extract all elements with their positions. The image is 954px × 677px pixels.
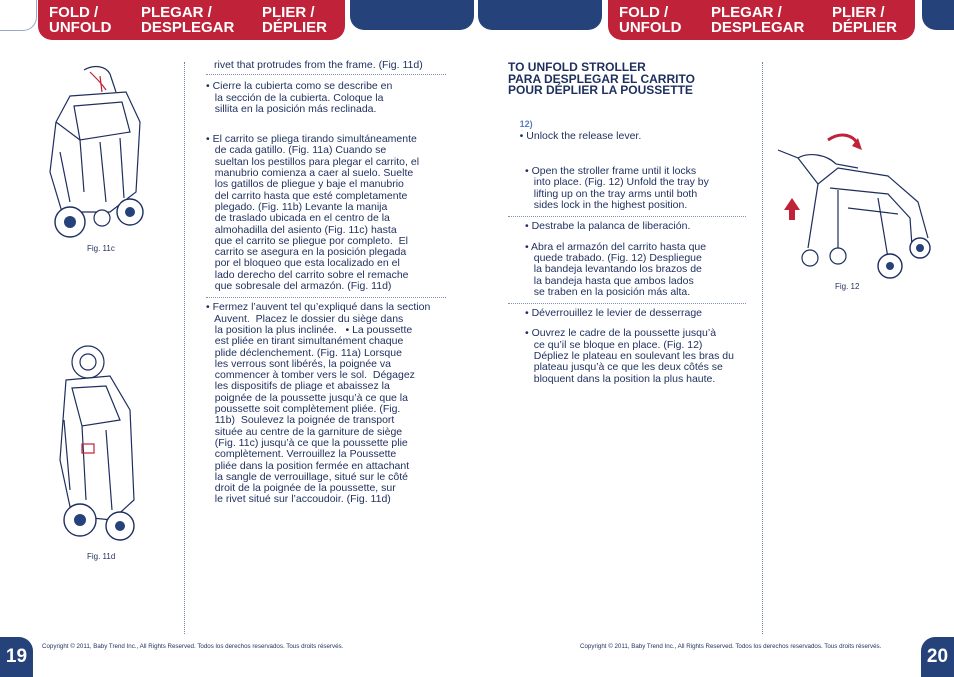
figure-caption: Fig. 12 — [835, 282, 860, 291]
tab-title-plegar: PLEGAR / DESPLEGAR — [141, 4, 235, 36]
paragraph-fr-ouvrez: • Ouvrez le cadre de la poussette jusqu’à ce qu’il se bloque en place. (Fig. 12) Dépliez le plateau en soulevant les bras du plateau jusqu’à ce que les deux côtés se bloquent dans la position la plus haute. — [525, 327, 734, 385]
divider — [206, 297, 446, 298]
rotate-arrow-icon — [828, 135, 858, 144]
paragraph-es-pliegue: • El carrito se pliega tirando simultáneamente de cada gatillo. (Fig. 11a) Cuando se sueltan los pestillos para plegar el carrito, el manubrio comienza a caer al suelo. Suelte los gatillos de pliegue y baje el manubrio del carrito hasta que esté completamente plegado. (Fig. 11b) Levante la manija de traslado ubicada en el centro de la almohadilla del asiento (Fig. 11c) hasta que el carrito se pliegue por completo. El carrito se asegura en la posición plegada por el bloqueo que esta localizado en el lado derecho del carrito sobre el remache que sobresale del armazón. (Fig. 11d) — [206, 133, 420, 293]
paragraph-es-abra: • Abra el armazón del carrito hasta que quede trabado. (Fig. 12) Despliegue la bandeja levantando los brazos de la bandeja hasta que ambos lados se traben en la posición más alta. — [525, 240, 707, 298]
header-bar-corner — [922, 0, 954, 30]
paragraph-fr-deverrouillez: • Déverrouillez le levier de desserrage — [525, 307, 703, 320]
unfolding-stroller-illustration-12 — [778, 128, 938, 280]
header-bar-left — [350, 0, 474, 30]
header-curve-left — [0, 0, 37, 31]
column-divider — [762, 62, 763, 634]
folded-stroller-illustration-11d — [52, 340, 148, 545]
tab-title-fold: FOLD / UNFOLD — [619, 4, 682, 36]
up-arrow-icon — [784, 198, 800, 220]
step-number: 12) — [519, 119, 533, 130]
folded-stroller-illustration-11c — [40, 62, 160, 240]
tab-title-fold: FOLD / UNFOLD — [49, 4, 112, 36]
tab-title-plier: PLIER / DÉPLIER — [832, 4, 898, 36]
header-bar-right — [478, 0, 602, 30]
divider — [508, 216, 746, 217]
paragraph-es-cubierta: • Cierre la cubierta como se describe en la sección de la cubierta. Coloque la sillita en la posición más reclinada. — [206, 80, 393, 115]
copyright-right: Copyright © 2011, Baby Trend Inc., All Rights Reserved. Todos los derechos reservados. Tous droits réservés. — [580, 643, 882, 650]
header-tab-left — [38, 0, 345, 40]
copyright-left: Copyright © 2011, Baby Trend Inc., All Rights Reserved. Todos los derechos reservados. Tous droits réservés. — [42, 643, 344, 650]
page-number-left: 19 — [0, 637, 33, 677]
paragraph: • Unlock the release lever. — [519, 129, 642, 142]
left-text-column — [206, 60, 452, 506]
figure-caption: Fig. 11c — [87, 244, 115, 253]
tab-title-plier: PLIER / DÉPLIER — [262, 4, 328, 36]
paragraph-en-open: • Open the stroller frame until it locks into place. (Fig. 12) Unfold the tray by lifting up on the tray arms until both sides lock in the highest position. — [525, 165, 709, 212]
right-text-column — [508, 108, 758, 385]
paragraph: rivet that protrudes from the frame. (Fig. 11d) — [214, 59, 423, 71]
paragraph-fr-pliage: • Fermez l’auvent tel qu’expliqué dans la section Auvent. Placez le dossier du siège dans la position la plus inclinée. • La poussette est pliée en tirant simultanément chaque plide déclenchement. (Fig. 11a) Lorsque les verrous sont libérés, la poignée va commencer à tomber vers le sol. Dégagez les dispositifs de pliage et abaissez la poignée de la poussette jusqu’à ce que la poussette soit complètement pliée. (Fig. 11b) Soulevez la poignée de transport située au centre de la garniture de siège (Fig. 11c) jusqu’à ce que la poussette plie complètement. Verrouillez la Poussette pliée dans la position fermée en attachant la sangle de verrouillage, situé sur le côté droit de la poignée de la poussette, sur le rivet situé sur l’accoudoir. (Fig. 11d) — [206, 301, 431, 506]
page-number-right: 20 — [921, 637, 954, 677]
column-divider — [184, 62, 185, 634]
divider — [206, 74, 446, 75]
paragraph-es-destrabe: • Destrabe la palanca de liberación. — [525, 220, 691, 233]
divider — [508, 303, 746, 304]
figure-caption: Fig. 11d — [87, 552, 116, 561]
header-tab-right — [608, 0, 915, 40]
tab-title-plegar: PLEGAR / DESPLEGAR — [711, 4, 805, 36]
unfold-heading: TO UNFOLD STROLLER PARA DESPLEGAR EL CARRITO POUR DÉPLIER LA POUSSETTE — [508, 60, 695, 97]
